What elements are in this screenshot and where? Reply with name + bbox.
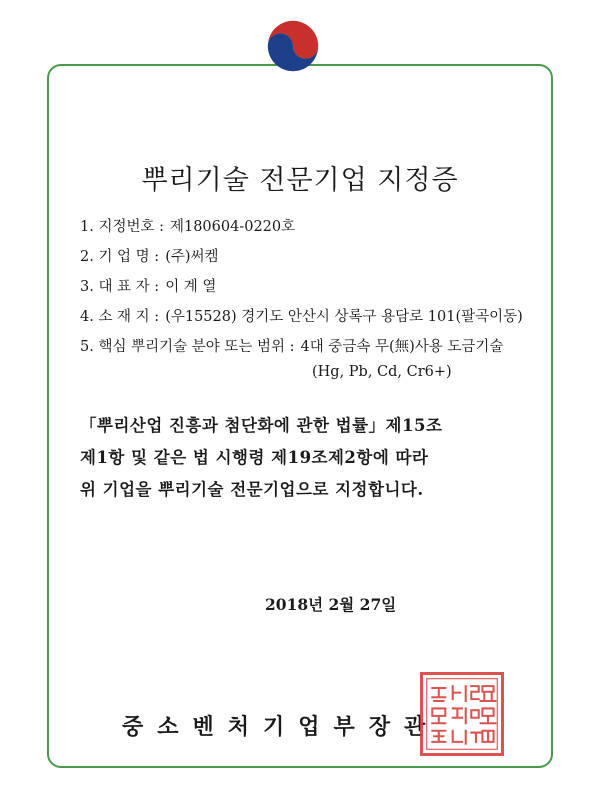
detail-label: 5. 핵심 뿌리기술 분야 또는 범위 : [80,339,295,355]
detail-value: 4대 중금속 무(無)사용 도금기술 [300,339,504,355]
detail-label: 4. 소 재 지 : [80,309,160,325]
statement-line: 위 기업을 뿌리기술 전문기업으로 지정합니다. [80,480,424,499]
detail-label: 1. 지정번호 : [80,219,164,235]
issuer-title: 중소벤처기업부장관 [122,714,440,740]
certificate-title: 뿌리기술 전문기업 지정증 [141,165,459,197]
detail-item-representative [80,272,550,302]
detail-label: 2. 기 업 명 : [80,249,160,265]
taegeuk-emblem-icon [258,18,328,88]
detail-item-address [80,302,550,332]
detail-value: 이 계 열 [165,279,217,295]
detail-item-designation-number [80,212,550,242]
issue-date: 2018년 2월 27일 [265,595,397,614]
detail-value: 제180604-0220호 [169,219,296,235]
statement-line: 제1항 및 같은 법 시행령 제19조제2항에 따라 [80,448,429,467]
detail-item-company-name [80,242,550,272]
detail-value: (주)써켐 [165,249,219,265]
technology-field-continuation: (Hg, Pb, Cd, Cr6+) [312,364,452,380]
detail-item-technology-field [80,332,550,362]
official-seal-icon [420,672,504,756]
detail-label: 3. 대 표 자 : [80,279,160,295]
certificate-details [80,212,550,390]
statement-line: 「뿌리산업 진흥과 첨단화에 관한 법률」제15조 [80,416,443,435]
designation-statement [80,410,540,506]
detail-value: (우15528) 경기도 안산시 상록구 용담로 101(팔곡이동) [165,309,523,325]
